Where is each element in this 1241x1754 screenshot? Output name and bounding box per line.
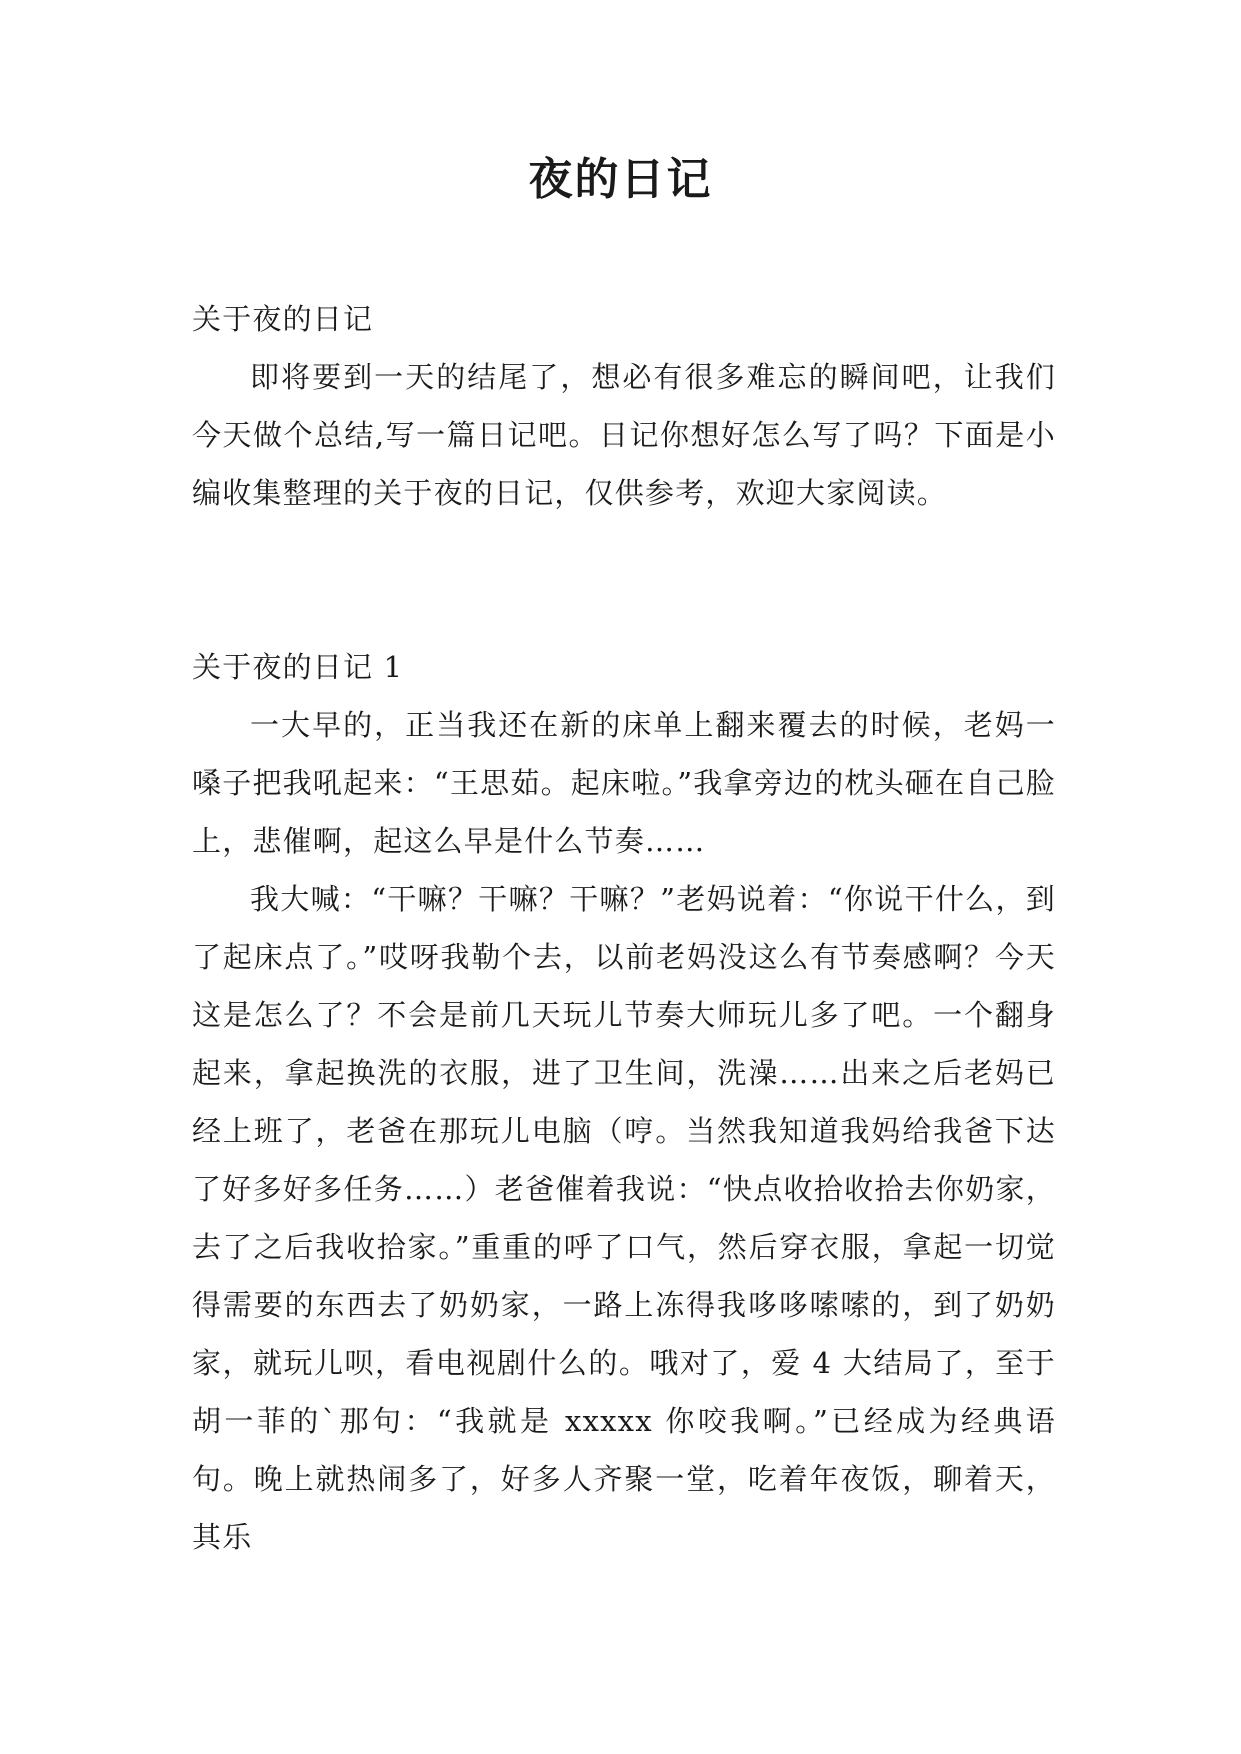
section-1-paragraph-2: 我大喊：“干嘛？干嘛？干嘛？”老妈说着：“你说干什么，到了起床点了。”哎呀我勒个去，以前老妈没这么有节奏感啊？今天这是怎么了？不会是前几天玩儿节奏大师玩儿多了吧。一个翻身起来，拿起换洗的衣服，进了卫生间，洗澡……出来之后老妈已经上班了，老爸在那玩儿电脑（哼。当然我知道我妈给我爸下达了好多好多任务……）老爸催着我说：“快点收拾收拾去你奶家，去了之后我收拾家。”重重的呼了口气，然后穿衣服，拿起一切觉得需要的东西去了奶奶家，一路上冻得我哆哆嗦嗦的，到了奶奶家，就玩儿呗，看电视剧什么的。哦对了，爱 4 大结局了，至于胡一菲的`那句：“我就是 xxxxx 你咬我啊。”已经成为经典语句。晚上就热闹多了，好多人齐聚一堂，吃着年夜饭，聊着天，其乐 xyxy=(192,882,1056,1554)
document-body xyxy=(192,290,1056,1566)
section-1-paragraph-1: 一大早的，正当我还在新的床单上翻来覆去的时候，老妈一嗓子把我吼起来：“王思茹。起床啦。”我拿旁边的枕头砸在自己脸上，悲催啊，起这么早是什么节奏…… xyxy=(192,708,1056,858)
section-spacer xyxy=(192,522,1056,638)
document-title: 夜的日记 xyxy=(528,154,713,205)
intro-heading: 关于夜的日记 xyxy=(192,302,374,336)
section-1-heading: 关于夜的日记 1 xyxy=(192,650,404,684)
intro-paragraph: 即将要到一天的结尾了，想必有很多难忘的瞬间吧，让我们今天做个总结,写一篇日记吧。日记你想好怎么写了吗？下面是小编收集整理的关于夜的日记，仅供参考，欢迎大家阅读。 xyxy=(192,360,1056,510)
